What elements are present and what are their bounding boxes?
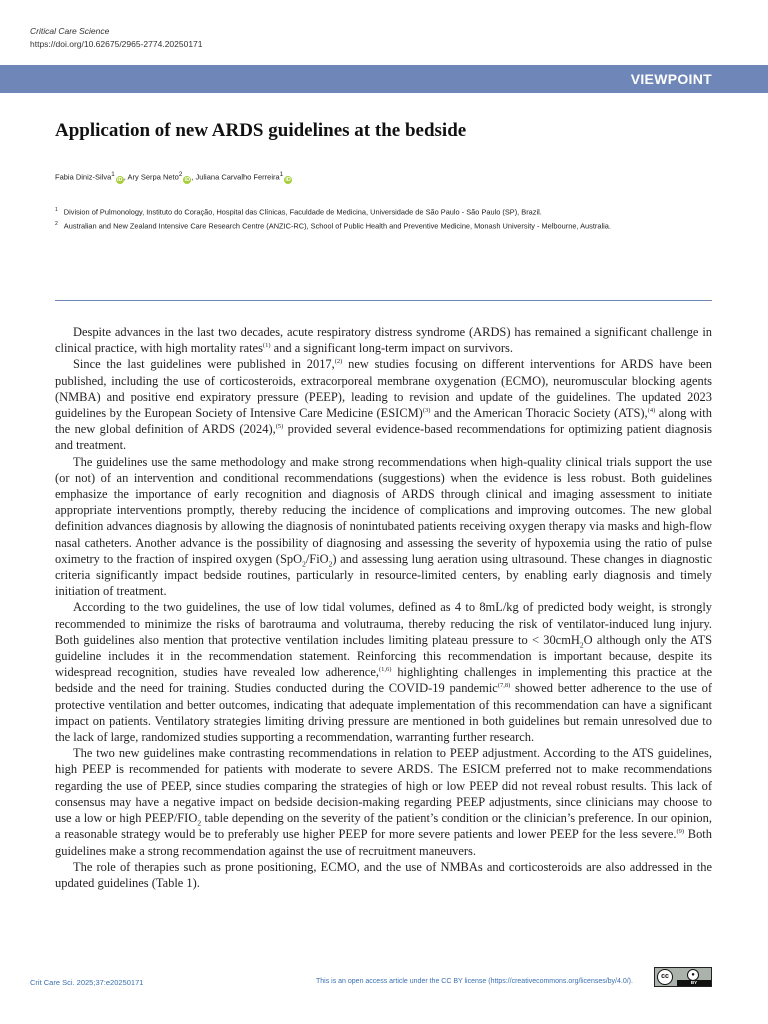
person-icon: ● [687,969,699,981]
body-paragraph [55,859,712,891]
article-title: Application of new ARDS guidelines at the bedside [55,120,467,141]
footer-license-text[interactable]: This is an open access article under the CC BY license (https://creativecommons.org/licenses/by/4.0/). [316,978,633,985]
header-divider [55,300,712,301]
body-paragraph [55,599,712,745]
subscript: 2 [197,818,202,828]
text-run: The guidelines use the same methodology and make strong recommendations when high-quality clinical trials support the use (or not) of an intervention and conditional recommendations (suggestions) when the evidence is less robust. Both guidelines emphasize the importance of early recognition and diagnosis of ARDS through clinical and imaging assessment to initiate appropriate interventions promptly, thereby reducing the incidence of complications and improving outcomes. The new global definition advances diagnosis by allowing the diagnosis of nonintubated patients receiving oxygen therapy via masks and high-flow nasal catheters. Another advance is the possibility of diagnosing and assessing the severity of hypoxemia using the ratio of pulse oximetry to the fraction of inspired oxygen (SpO [55,454,712,566]
text-run: Since the last guidelines were published in 2017, [73,357,335,372]
body-paragraph [55,324,712,356]
section-band [0,65,768,93]
text-run: highlighting challenges in implementing this practice at the bedside and the need for training. Studies conducted during the COVID-19 pandemic [55,665,712,696]
text-run: Despite advances in the last two decades, acute respiratory distress syndrome (ARDS) has remained a significant challenge in clinical practice, with high mortality rates [55,325,712,356]
affiliation-text: Division of Pulmonology, Instituto do Coração, Hospital das Clínicas, Faculdade de Medicina, Universidade de São Paulo - São Paulo (SP), Brazil. [63,207,542,217]
text-run: The role of therapies such as prone positioning, ECMO, and the use of NMBAs and corticosteroids are also addressed in the updated guidelines (Table 1). [55,859,712,890]
reference-link[interactable]: (3) [422,406,431,414]
text-run: Both guidelines make a strong recommendation against the use of recruitment maneuvers. [55,827,712,858]
orcid-icon[interactable]: iD [184,176,191,183]
author-affiliation-ref: 1 [111,171,115,178]
by-label: BY [677,980,711,986]
body-paragraph [55,454,712,600]
author-name[interactable]: Ary Serpa Neto [127,172,179,182]
reference-link[interactable]: (7,8) [497,682,511,690]
cc-by-icon[interactable] [654,967,712,987]
text-run: and the American Thoracic Society (ATS), [430,406,648,421]
body-paragraph [55,745,712,858]
reference-link[interactable]: (5) [275,423,284,431]
text-run: According to the two guidelines, the use of low tidal volumes, defined as 4 to 8mL/kg of predicted body weight, is strongly recommended to minimize the risks of barotrauma and volutrauma, thereby reducing the risk of ventilator-induced lung injury. Both guidelines also mention that protective ventilation includes limiting plateau pressure to < 30cmH [55,600,712,647]
author-name[interactable]: Juliana Carvalho Ferreira [195,172,280,182]
text-run: ) and assessing lung aeration using ultrasound. These changes in diagnostic criteria significantly impact bedside routines, particularly in resource-limited centers, by enabling early diagnosis and timely initiation of treatment. [55,551,713,599]
orcid-icon[interactable]: iD [285,176,291,183]
subscript: 2 [579,640,584,650]
text-run: The two new guidelines make contrasting recommendations in relation to PEEP adjustment. According to the ATS guidelines, high PEEP is recommended for patients with moderate to severe ARDS. The ESICM preferred not to make recommendations regarding the use of PEEP, since studies comparing the strategies of high or low PEEP did not reveal robust results. This lack of consensus may have a negative impact on bedside decision-making regarding PEEP adjustments, since clinicians may choose to use a low or high PEEP/FIO [55,746,712,826]
orcid-icon[interactable]: iD [117,176,123,183]
doi-link[interactable]: https://doi.org/10.62675/2965-2774.20250171 [30,39,203,49]
author-affiliation-ref: 2 [178,171,183,178]
text-run: and a significant long-term impact on survivors. [270,341,513,356]
article-body [55,324,712,891]
text-run: showed better adherence to the use of protective ventilation and better outcomes, indicating that adequate implementation of this recommendation can have a significant impact on patients. Ventilatory strategies limiting driving pressure are mentioned in both guidelines but remain unresolved due to the lack of large, randomized studies supporting a recommendation, warranting further research. [55,681,712,745]
text-run: along with the new global definition of ARDS (2024), [55,406,712,437]
footer-citation: Crit Care Sci. 2025;37:e20250171 [30,978,144,987]
subscript: 2 [302,559,306,569]
reference-link[interactable]: (1) [262,342,271,350]
affiliation-number: 2 [55,221,58,228]
body-paragraph [55,356,712,453]
reference-link[interactable]: (9) [676,828,685,836]
affiliation-list [55,207,611,236]
text-run: provided several evidence-based recommendations for optimizing patient diagnosis and treatment. [55,422,713,453]
subscript: 2 [328,559,333,569]
text-run: table depending on the severity of the patient’s condition or the clinician’s preference. In our opinion, a reasonable strategy would be to preferably use higher PEEP for more severe patients and lower PEEP for the less severe. [55,811,712,842]
text-run: new studies focusing on different interventions for ARDS have been published, including the use of corticosteroids, extracorporeal membrane oxygenation (ECMO), neuromuscular blocking agents (NMBA) and positive end expiratory pressure (PEEP), leading to revision and update of the guidelines. The updated 2023 guidelines by the European Society of Intensive Care Medicine (ESICM) [55,357,712,421]
affiliation-text: Australian and New Zealand Intensive Care Research Centre (ANZIC-RC), School of Public Health and Preventive Medicine, Monash University - Melbourne, Australia. [63,221,611,231]
author-list: Fabia Diniz-Silva$^1$iD, Ary Serpa Neto$^2$iD, Juliana Carvalho Ferreira$^1$iD [55,171,291,183]
cc-logo-icon: cc [657,969,673,985]
text-run: /FiO [305,551,329,566]
reference-link[interactable]: (4) [647,406,656,414]
section-label: VIEWPOINT [630,71,712,87]
author-name[interactable]: Fabia Diniz-Silva [55,172,112,182]
text-run: O although only the ATS guideline includes it in the recommendation statement. Reinforcing this recommendation is important because, despite its widespread recognition, studies have revealed low adherence, [55,632,713,680]
journal-name: Critical Care Science [30,26,110,36]
author-affiliation-ref: 1 [279,171,284,178]
affiliation-number: 1 [55,207,58,213]
affiliation-item [55,221,611,230]
affiliation-item [55,207,611,216]
reference-link[interactable]: (2) [334,358,343,366]
reference-link[interactable]: (1,6) [378,666,392,674]
